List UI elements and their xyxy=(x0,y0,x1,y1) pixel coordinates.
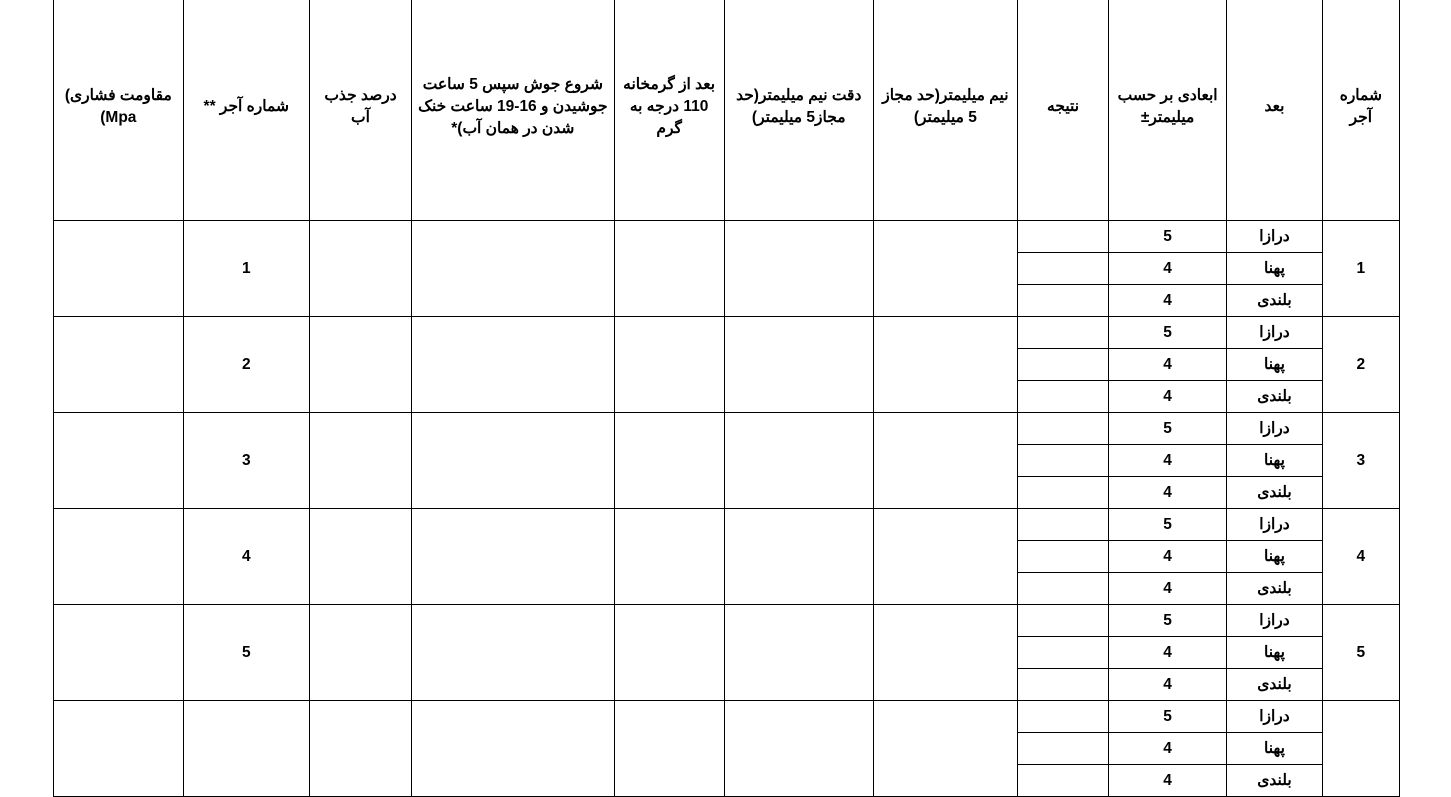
cell-boiling[interactable] xyxy=(412,221,614,317)
cell-strength[interactable] xyxy=(54,413,184,509)
cell-after-oven[interactable] xyxy=(614,509,724,605)
column-header-brick-number-left: شماره آجر ** xyxy=(183,0,309,221)
cell-result[interactable] xyxy=(1018,605,1109,637)
cell-result[interactable] xyxy=(1018,349,1109,381)
cell-after-oven[interactable] xyxy=(614,221,724,317)
cell-after-oven[interactable] xyxy=(614,317,724,413)
cell-dimension-label: بلندی xyxy=(1227,669,1322,701)
table-row xyxy=(54,221,1400,253)
cell-after-oven[interactable] xyxy=(614,413,724,509)
cell-dimension-label: بلندی xyxy=(1227,285,1322,317)
cell-brick-number-left: 3 xyxy=(183,413,309,509)
cell-dimension-value[interactable]: 4 xyxy=(1109,733,1227,765)
column-header-strength: مقاومت فشاری) Mpa) xyxy=(54,0,184,221)
cell-half-mm[interactable] xyxy=(873,605,1017,701)
cell-brick-number-left: 4 xyxy=(183,509,309,605)
brick-test-table xyxy=(53,0,1400,797)
cell-dimension-value[interactable]: 4 xyxy=(1109,285,1227,317)
cell-result[interactable] xyxy=(1018,413,1109,445)
cell-result[interactable] xyxy=(1018,317,1109,349)
cell-half-mm[interactable] xyxy=(873,317,1017,413)
cell-result[interactable] xyxy=(1018,637,1109,669)
cell-absorption[interactable] xyxy=(309,317,411,413)
cell-brick-number-right: 4 xyxy=(1322,509,1399,605)
cell-result[interactable] xyxy=(1018,477,1109,509)
cell-absorption[interactable] xyxy=(309,605,411,701)
table-header xyxy=(54,0,1400,221)
cell-strength[interactable] xyxy=(54,509,184,605)
cell-result[interactable] xyxy=(1018,445,1109,477)
cell-dimension-label: بلندی xyxy=(1227,381,1322,413)
cell-half-mm[interactable] xyxy=(873,701,1017,797)
cell-dimension-label: بلندی xyxy=(1227,573,1322,605)
cell-brick-number-right: 2 xyxy=(1322,317,1399,413)
cell-dimension-label: پهنا xyxy=(1227,733,1322,765)
cell-brick-number-left xyxy=(183,701,309,797)
column-header-result: نتیجه xyxy=(1018,0,1109,221)
cell-dimension-value[interactable]: 5 xyxy=(1109,701,1227,733)
cell-dimension-value[interactable]: 4 xyxy=(1109,477,1227,509)
cell-result[interactable] xyxy=(1018,733,1109,765)
cell-dimension-label: درازا xyxy=(1227,701,1322,733)
column-header-half-mm: نیم میلیمتر(حد مجاز 5 میلیمتر) xyxy=(873,0,1017,221)
cell-dimension-value[interactable]: 5 xyxy=(1109,317,1227,349)
cell-absorption[interactable] xyxy=(309,509,411,605)
table-row xyxy=(54,509,1400,541)
cell-boiling[interactable] xyxy=(412,317,614,413)
cell-dimension-label: بلندی xyxy=(1227,765,1322,797)
cell-dimension-label: پهنا xyxy=(1227,637,1322,669)
cell-brick-number-left: 5 xyxy=(183,605,309,701)
cell-result[interactable] xyxy=(1018,541,1109,573)
cell-result[interactable] xyxy=(1018,253,1109,285)
cell-absorption[interactable] xyxy=(309,413,411,509)
cell-boiling[interactable] xyxy=(412,605,614,701)
cell-dimension-value[interactable]: 4 xyxy=(1109,381,1227,413)
cell-dimension-value[interactable]: 5 xyxy=(1109,221,1227,253)
cell-half-mm[interactable] xyxy=(873,413,1017,509)
cell-strength[interactable] xyxy=(54,221,184,317)
cell-brick-number-right: 5 xyxy=(1322,605,1399,701)
column-header-dimension-mm: ابعادی بر حسب میلیمتر± xyxy=(1109,0,1227,221)
cell-dimension-value[interactable]: 5 xyxy=(1109,413,1227,445)
cell-dimension-label: پهنا xyxy=(1227,541,1322,573)
cell-half-mm[interactable] xyxy=(873,221,1017,317)
cell-dimension-value[interactable]: 4 xyxy=(1109,349,1227,381)
cell-dimension-value[interactable]: 4 xyxy=(1109,445,1227,477)
table-row xyxy=(54,413,1400,445)
cell-absorption[interactable] xyxy=(309,701,411,797)
cell-result[interactable] xyxy=(1018,701,1109,733)
cell-half-precision[interactable] xyxy=(724,701,873,797)
cell-dimension-label: درازا xyxy=(1227,317,1322,349)
cell-result[interactable] xyxy=(1018,509,1109,541)
cell-dimension-value[interactable]: 4 xyxy=(1109,253,1227,285)
cell-result[interactable] xyxy=(1018,221,1109,253)
cell-after-oven[interactable] xyxy=(614,701,724,797)
cell-brick-number-left: 2 xyxy=(183,317,309,413)
column-header-dimension: بعد xyxy=(1227,0,1322,221)
cell-boiling[interactable] xyxy=(412,509,614,605)
cell-result[interactable] xyxy=(1018,765,1109,797)
cell-half-precision[interactable] xyxy=(724,413,873,509)
cell-dimension-label: درازا xyxy=(1227,413,1322,445)
cell-brick-number-right: 3 xyxy=(1322,413,1399,509)
cell-dimension-label: پهنا xyxy=(1227,349,1322,381)
cell-dimension-value[interactable]: 4 xyxy=(1109,637,1227,669)
cell-boiling[interactable] xyxy=(412,413,614,509)
cell-brick-number-left: 1 xyxy=(183,221,309,317)
cell-boiling[interactable] xyxy=(412,701,614,797)
column-header-brick-number-right: شماره آجر xyxy=(1322,0,1399,221)
cell-after-oven[interactable] xyxy=(614,605,724,701)
cell-result[interactable] xyxy=(1018,285,1109,317)
table-row xyxy=(54,701,1400,733)
cell-dimension-label: درازا xyxy=(1227,605,1322,637)
cell-half-precision[interactable] xyxy=(724,605,873,701)
cell-dimension-value[interactable]: 5 xyxy=(1109,509,1227,541)
table-header-row xyxy=(54,0,1400,221)
cell-result[interactable] xyxy=(1018,669,1109,701)
cell-strength[interactable] xyxy=(54,701,184,797)
column-header-half-precision: دقت نیم میلیمتر(حد مجاز5 میلیمتر) xyxy=(724,0,873,221)
cell-absorption[interactable] xyxy=(309,221,411,317)
cell-brick-number-right: 1 xyxy=(1322,221,1399,317)
cell-dimension-label: بلندی xyxy=(1227,477,1322,509)
cell-dimension-value[interactable]: 4 xyxy=(1109,573,1227,605)
table-row xyxy=(54,605,1400,637)
cell-brick-number-right xyxy=(1322,701,1399,797)
cell-dimension-value[interactable]: 4 xyxy=(1109,669,1227,701)
column-header-after-oven: بعد از گرمخانه 110 درجه به گرم xyxy=(614,0,724,221)
column-header-absorption: درصد جذب آب xyxy=(309,0,411,221)
cell-strength[interactable] xyxy=(54,317,184,413)
cell-dimension-value[interactable]: 5 xyxy=(1109,605,1227,637)
table-body xyxy=(54,221,1400,797)
cell-dimension-value[interactable]: 4 xyxy=(1109,765,1227,797)
cell-result[interactable] xyxy=(1018,573,1109,605)
cell-half-mm[interactable] xyxy=(873,509,1017,605)
column-header-boiling: شروع جوش سپس 5 ساعت جوشیدن و 16-19 ساعت خنک شدن در همان آب)* xyxy=(412,0,614,221)
cell-half-precision[interactable] xyxy=(724,317,873,413)
cell-dimension-label: درازا xyxy=(1227,221,1322,253)
cell-dimension-label: پهنا xyxy=(1227,445,1322,477)
cell-half-precision[interactable] xyxy=(724,221,873,317)
cell-result[interactable] xyxy=(1018,381,1109,413)
table-row xyxy=(54,317,1400,349)
cell-dimension-label: پهنا xyxy=(1227,253,1322,285)
cell-dimension-value[interactable]: 4 xyxy=(1109,541,1227,573)
cell-dimension-label: درازا xyxy=(1227,509,1322,541)
cell-strength[interactable] xyxy=(54,605,184,701)
cell-half-precision[interactable] xyxy=(724,509,873,605)
